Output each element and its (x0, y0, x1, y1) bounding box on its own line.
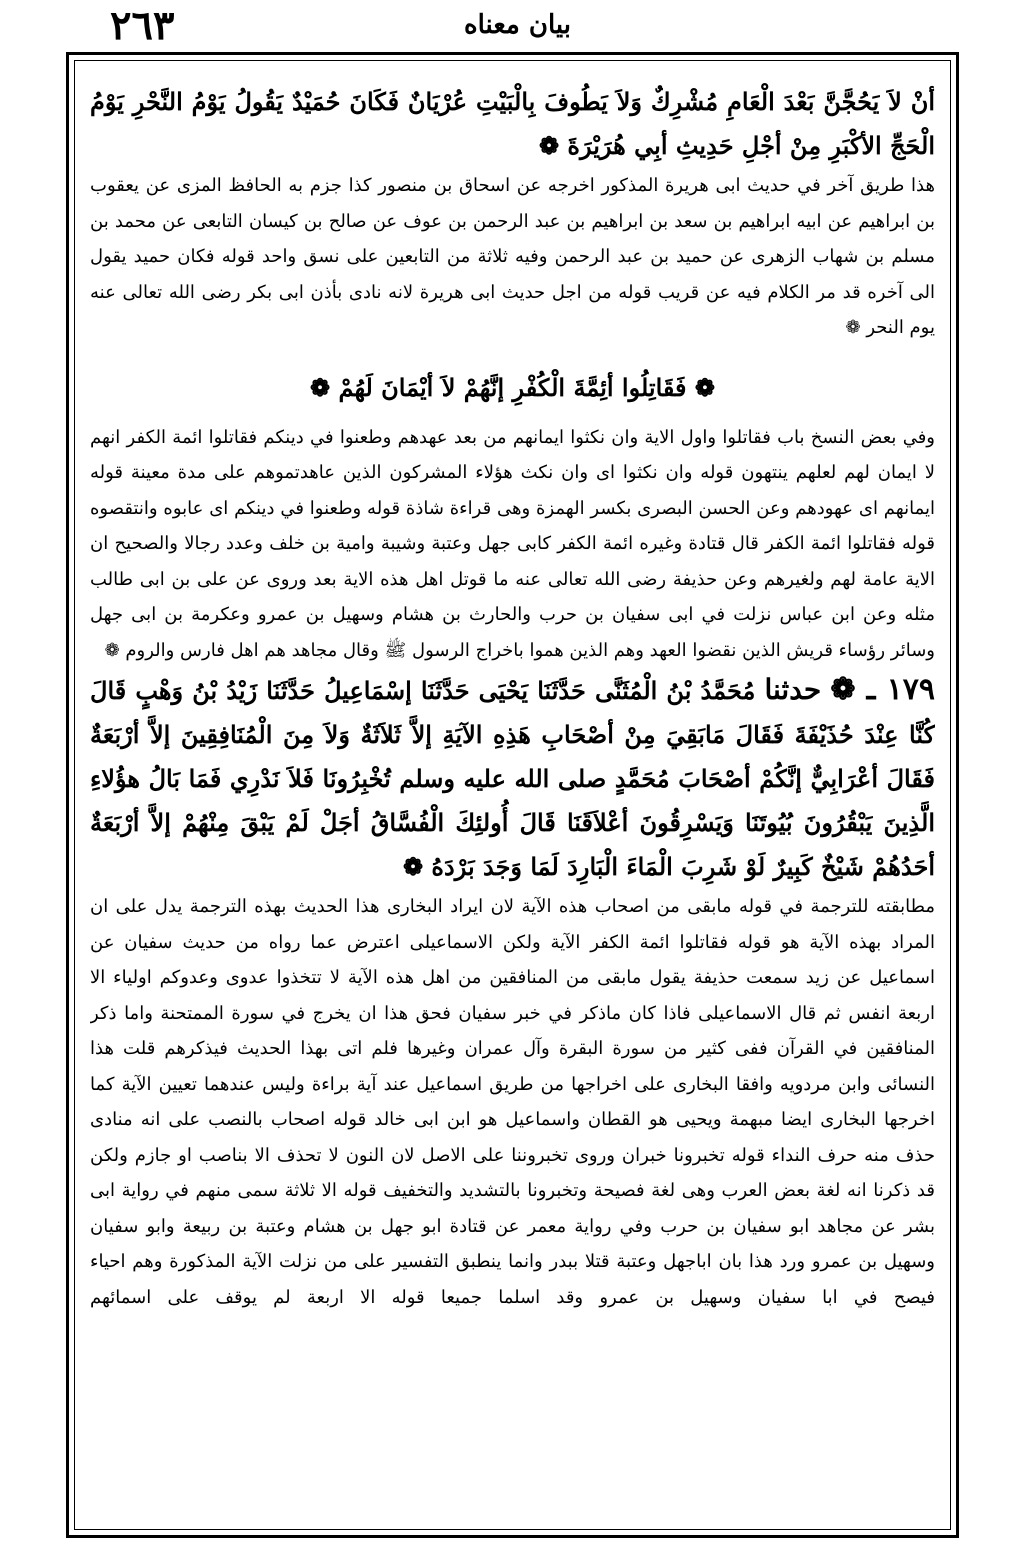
page-number: ٢٦٣ (110, 2, 175, 49)
verse-heading: ❁ فَقَاتِلُوا أئِمَّةَ الْكُفْرِ إنَّهُمْ لاَ أيْمَانَ لَهُمْ ❁ (310, 372, 715, 402)
commentary-paragraph: هذا طريق آخر في حديث ابى هريرة المذكور اخرجه عن اسحاق بن منصور كذا جزم به الحافظ المزى عن يعقوب بن ابراهيم عن ابيه ابراهيم بن سعد بن ابراهيم بن عبد الرحمن بن عوف عن صالح بن كيسان التابعى عن محمد بن مسلم بن شهاب الزهرى عن حميد بن عبد الرحمن وفيه ثلاثة من التابعين على نسق واحد قوله فكان حميد يقول الى آخره قد مر الكلام فيه عن قريب قوله من اجل حديث ابى هريرة لانه نادى بأذن ابى بكر رضى الله تعالى عنه يوم النحر ❁ (90, 175, 935, 338)
commentary-paragraph: مطابقته للترجمة في قوله مابقى من اصحاب هذه الآية لان ايراد البخارى هذا الحديث بهذه الترجمة يدل على ان المراد بهذه الآية هو قوله فقاتلوا ائمة الكفر الآية ولكن الاسماعيلى اعترض عما رواه من حديث سفيان عن اسماعيل عن زيد سمعت حذيفة يقول مابقى من المنافقين من اهل هذه الآية لا تتخذوا عدوى وعدوكم اولياء الا اربعة انفس ثم قال الاسماعيلى فاذا كان ماذكر في خبر سفيان فحق هذا ان يخرج في سورة الممتحنة واما ذكر المنافقين في القرآن ففى كثير من سورة البقرة وآل عمران وغيرها فلم اتى بهذا الحديث فيذكرهم قلت هذا النسائى وابن مردويه وافقا البخارى على اخراجها من طريق اسماعيل عند آية براءة وليس عندهما تعيين الآية كما اخرجها البخارى ايضا مبهمة ويحيى هو القطان واسماعيل هو ابن ابى خالد قوله اصحاب بالنصب على انه منادى حذف منه حرف النداء قوله تخبرونا خبران وروى تخبروننا على الاصل لان النون لا تحذف الا بناصب او جازم ولكن قد ذكرنا انه لغة بعض العرب وهى لغة فصيحة وتخبرونا بالتشديد والتخفيف قوله الا ثلاثة سمى منهم في رواية ابى بشر عن مجاهد ابو سفيان بن حرب وفي رواية معمر عن قتادة ابو جهل بن هشام وعتبة بن ربيعة وابو سفيان وسهيل بن عمرو ورد هذا بان اباجهل وعتبة قتلا ببدر وانما ينطبق التفسير على من نزلت الآية المذكورة وهم احياء فيصح في ابا سفيان وسهيل بن عمرو وقد اسلما جميعا قوله الا اربعة لم يوقف على اسمائهم (90, 896, 935, 1308)
page-header (60, 2, 975, 58)
commentary-block (90, 889, 935, 1315)
commentary-paragraph: وفي بعض النسخ باب فقاتلوا واول الاية وان نكثوا ايمانهم من بعد عهدهم وطعنوا في دينكم فقاتلوا ائمة الكفر انهم لا ايمان لهم لعلهم ينتهون قوله وان نكثوا اى وان نكث هؤلاء المشركون الذين عاهدتموهم على مدة معينة قوله ايمانهم اى عهودهم وعن الحسن البصرى بكسر الهمزة وهى قراءة شاذة قوله وطعنوا في دينكم اى عابوه وانتقصوه قوله فقاتلوا ائمة الكفر قال قتادة وغيره ائمة الكفر كابى جهل وعتبة وشيبة وامية بن خلف وعدد رجالا والصحيح ان الاية عامة لهم ولغيرهم وعن حذيفة رضى الله تعالى عنه ما قوتل اهل هذه الاية بعد وروى عن على بن ابى طالب مثله وعن ابن عباس نزلت في ابى سفيان بن حرب والحارث بن هشام وسهيل بن عمرو وعكرمة بن ابى جهل وسائر رؤساء قريش الذين نقضوا العهد وهم الذين هموا باخراج الرسول ﷺ وقال مجاهد هم اهل فارس والروم ❁ (90, 426, 935, 661)
hadith-body: مُحَمَّدُ بْنُ الْمُثَنَّى حَدَّثَنَا يَحْيَى حَدَّثَنَا إسْمَاعِيلُ حَدَّثَنَا زَيْدُ بْنُ وَهْبٍ قَالَ كُنَّا عِنْدَ حُذَيْفَةَ فَقَالَ مَابَقِيَ مِنْ أصْحَابِ هَذِهِ الآيَةِ إلاَّ ثَلاَثَةٌ وَلاَ مِنَ الْمُنَافِقِينَ إلاَّ أرْبَعَةٌ فَقَالَ أعْرَابِيٌّ إنَّكُمْ أصْحَابَ مُحَمَّدٍ صلى الله عليه وسلم تُخْبِرُونَا فَلاَ نَدْرِي فَمَا بَالُ هؤُلاءِ الَّذِينَ يَبْقُرُونَ بُيُوتَنَا وَيَسْرِقُونَ أعْلاَقَنَا قَالَ أُولئِكَ الْفُسَّاقُ أجَلْ لَمْ يَبْقَ مِنْهُمْ إلاَّ أرْبَعَةٌ أحَدُهُمْ شَيْخٌ كَبِيرٌ لَوْ شَرِبَ الْمَاءَ الْبَارِدَ لَمَا وَجَدَ بَرْدَهُ ❁ (90, 676, 935, 881)
hadith-number: ١٧٩ ـ ❁ (830, 672, 935, 707)
page-body (90, 80, 935, 1520)
running-title: بيان معناه (463, 10, 571, 40)
verse-section (90, 366, 935, 669)
hadith-continuation-block (90, 80, 935, 346)
hadith-block (90, 668, 935, 889)
hadith-text: أنْ لاَ يَحُجَّنَّ بَعْدَ الْعَامِ مُشْرِكٌ وَلاَ يَطُوفَ بِالْبَيْتِ عُرْيَانٌ فَكَانَ حُمَيْدٌ يَقُولُ يَوْمُ النَّحْرِ يَوْمُ الْحَجِّ الأكْبَرِ مِنْ أجْلِ حَدِيثِ أبِي هُرَيْرَةَ ❁ (90, 87, 935, 160)
hadith-text (90, 668, 935, 889)
haddathana-label: حدثنا (764, 673, 822, 706)
